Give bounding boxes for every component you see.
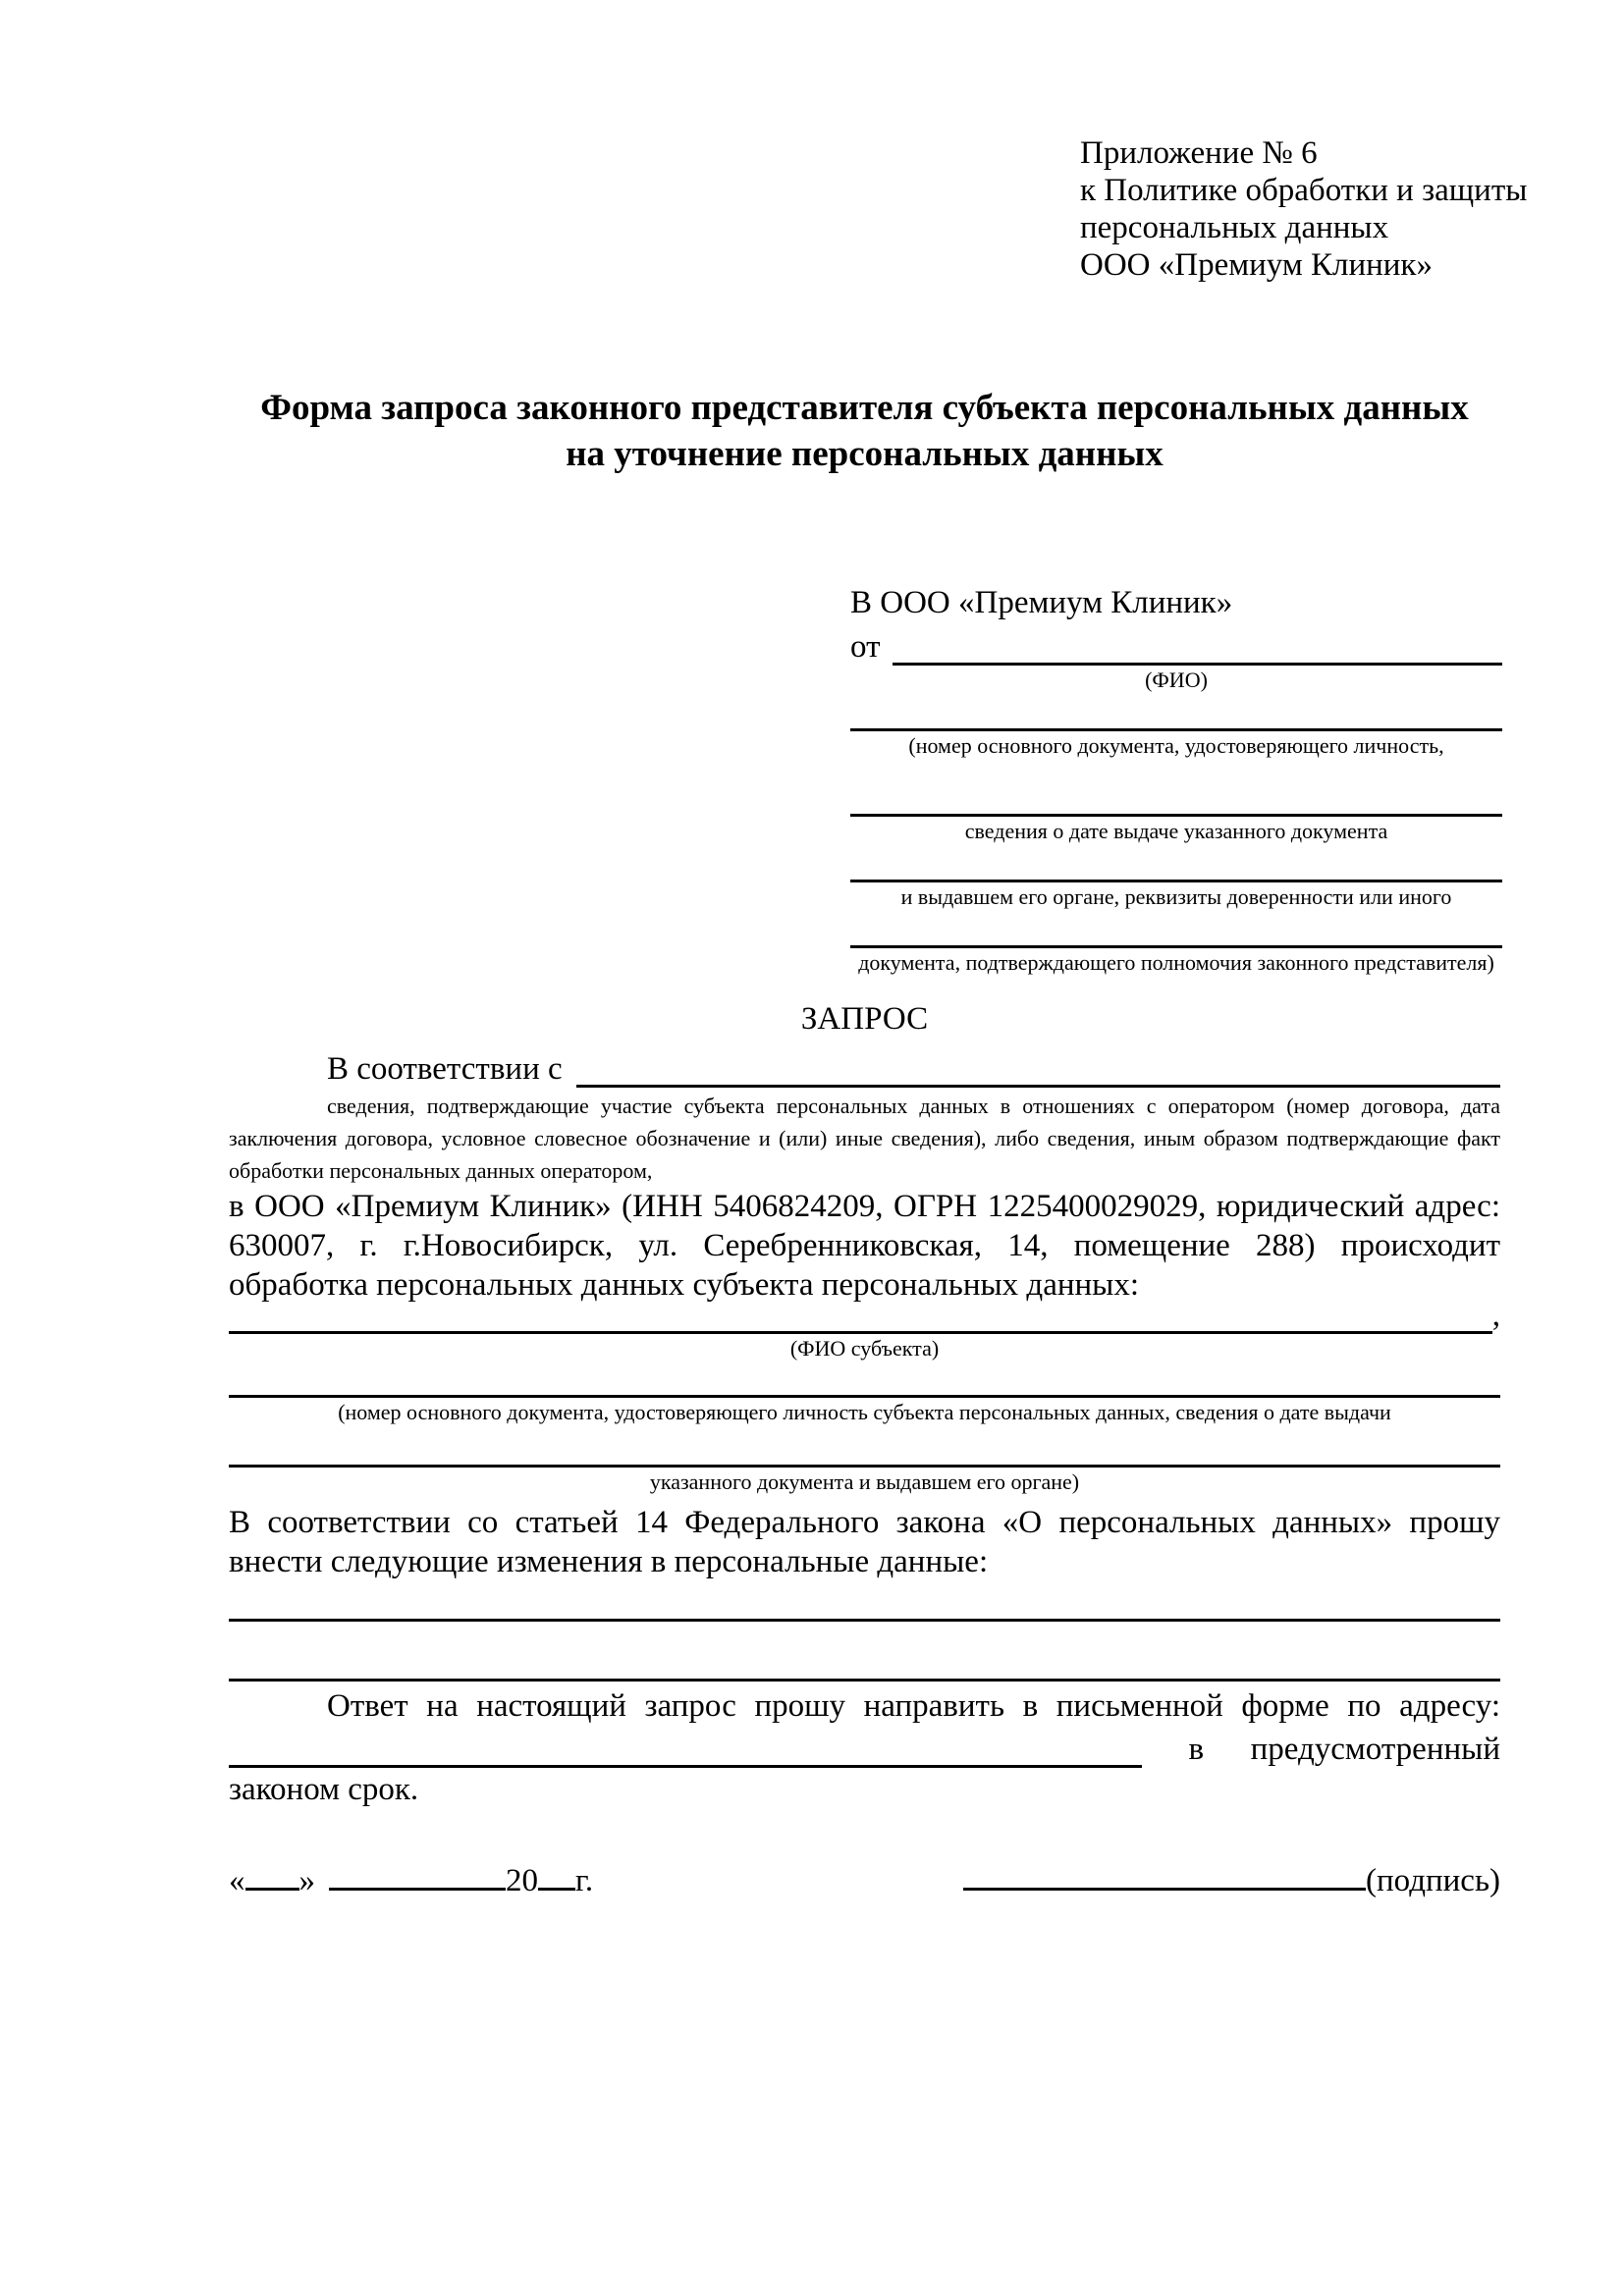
basis-blank-line [576,1044,1500,1088]
subject-doc-caption: (номер основного документа, удостоверяющего личность субъекта персональных данных, сведения о дате выдачи [338,1400,1391,1424]
request-heading: ЗАПРОС [800,1001,929,1037]
signature-block [963,1858,1500,1899]
subject-fio-blank-line [229,1305,1492,1334]
year-prefix: 20 [506,1863,538,1898]
basis-caption: сведения, подтверждающие участие субъекта персональных данных в отношениях с оператором (номер договора, дата заключения договора, условное словесное обозначение и (или) иные сведения), либо сведения, иным образом подтверждающие факт обработки персональных данных оператором, [229,1094,1500,1183]
representative-name-blank-line [893,624,1503,666]
from-label: от [850,629,881,665]
subject-fio-row [229,1298,1500,1334]
date-signature-row [229,1858,1500,1899]
changes-blank-line [229,1581,1500,1622]
appendix-line: Приложение № 6 [1080,135,1318,171]
signature-blank-line [963,1858,1366,1891]
year-suffix: г. [575,1863,594,1898]
representative-doc-blank-line [850,693,1502,731]
title-line-1: Форма запроса законного представителя субъекта персональных данных [260,388,1469,428]
reply-paragraph-line-2 [229,1727,1500,1768]
changes-blank-line [229,1622,1500,1682]
quote-close: » [298,1863,315,1898]
month-blank-line [329,1858,506,1891]
reply-word: в [1188,1732,1205,1767]
addressee-block [850,581,1502,976]
date-line [229,1858,593,1899]
fio-caption: (ФИО) [1145,667,1208,692]
signature-caption: (подпись) [1366,1863,1500,1898]
operator-paragraph: в ООО «Премиум Клиник» (ИНН 5406824209, ОГРН 1225400029029, юридический адрес: 630007, г. г.Новосибирск, ул. Серебренниковская, 14, помещение 288) происходит обработка персональных данных субъекта персональных данных: [229,1189,1500,1303]
subject-doc-caption: указанного документа и выдавшем его органе) [649,1469,1080,1494]
subject-fio-caption: (ФИО субъекта) [789,1336,940,1361]
appendix-line: к Политике обработки и защиты [1080,173,1528,208]
appendix-block [1080,134,1532,284]
reply-address-blank-line [229,1727,1142,1768]
reply-paragraph-line-3: законом срок. [229,1772,419,1807]
representative-doc-blank-line [850,759,1502,817]
law-paragraph: В соответствии со статьей 14 Федерального закона «О персональных данных» прошу внести следующие изменения в персональные данные: [229,1505,1500,1579]
reply-paragraph-line-1: Ответ на настоящий запрос прошу направить в письменной форме по адресу: [327,1688,1500,1724]
subject-fio-comma: , [1491,1298,1500,1333]
appendix-line: ООО «Премиум Клиник» [1080,247,1433,283]
reply-word: предусмотренный [1250,1732,1500,1767]
addressee-from-row [850,624,1502,666]
year-blank-line [538,1858,575,1891]
doc-caption: документа, подтверждающего полномочия законного представителя) [858,950,1494,975]
subject-doc-blank-line [229,1425,1500,1468]
request-body [229,999,1500,1899]
appendix-line: персональных данных [1080,210,1389,245]
title-line-2: на уточнение персональных данных [566,434,1164,474]
doc-caption: сведения о дате выдаче указанного документа [964,819,1388,843]
quote-open: « [229,1863,245,1898]
subject-doc-blank-line [229,1362,1500,1398]
day-blank-line [245,1858,299,1891]
representative-doc-blank-line [850,844,1502,882]
doc-caption: (номер основного документа, удостоверяющего личность, [908,733,1444,758]
basis-row [229,1044,1500,1088]
addressee-to: В ООО «Премиум Клиник» [850,585,1233,620]
basis-label: В соответствии с [327,1051,563,1087]
document-title [229,385,1500,477]
doc-caption: и выдавшем его органе, реквизиты доверенности или иного [900,884,1452,909]
representative-doc-blank-line [850,910,1502,948]
